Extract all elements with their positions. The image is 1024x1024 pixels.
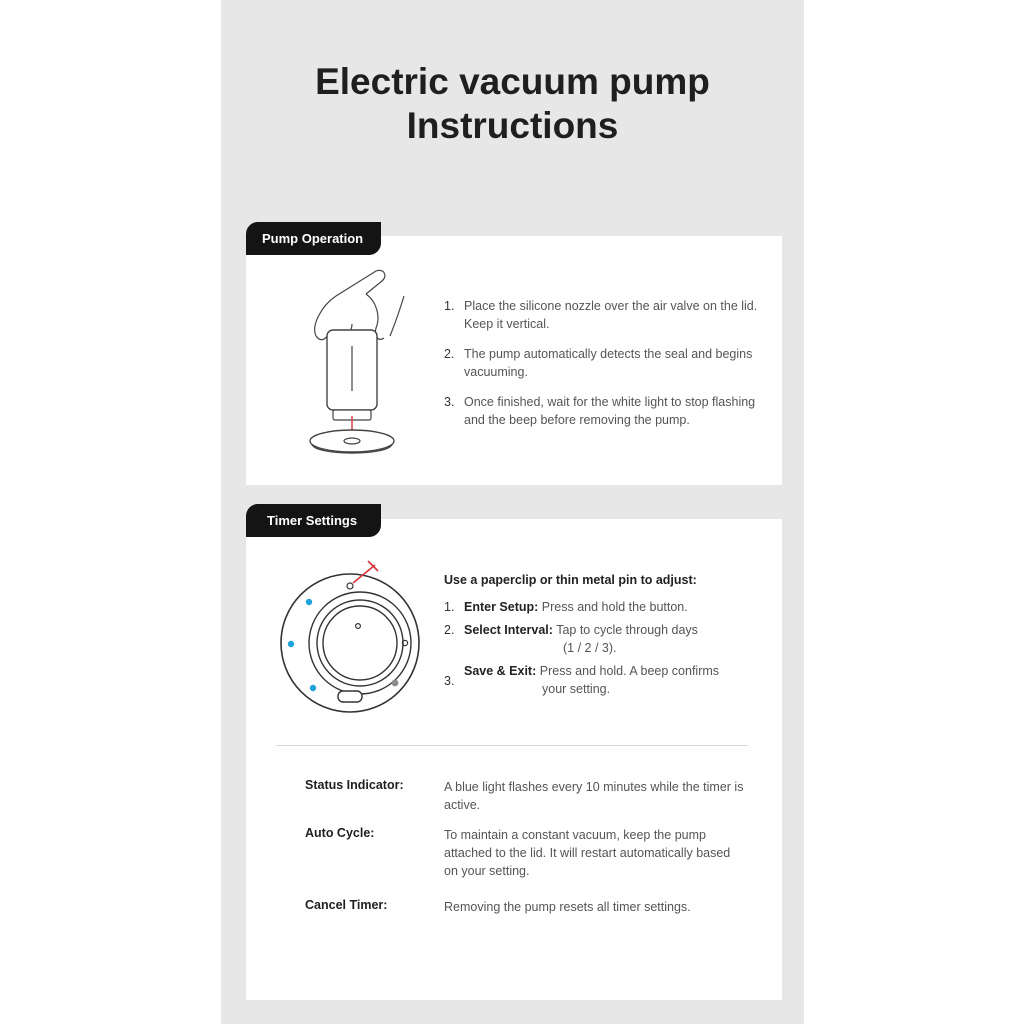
detail-text: Removing the pump resets all timer settings. xyxy=(444,900,691,914)
detail-label: Auto Cycle: xyxy=(305,826,375,840)
step-number: 2. xyxy=(444,347,455,361)
page-title xyxy=(221,60,804,148)
step-label: Select Interval: xyxy=(464,623,553,637)
pump-operation-tab: Pump Operation xyxy=(246,222,381,255)
instruction-sheet xyxy=(221,0,804,1024)
step-number: 2. xyxy=(444,623,455,637)
timer-steps xyxy=(444,598,764,703)
timer-settings-tab: Timer Settings xyxy=(246,504,381,537)
step-text: Once finished, wait for the white light to stop flashing and the beep before removing the pump. xyxy=(464,395,756,427)
list-item xyxy=(444,393,764,429)
list-item xyxy=(444,598,764,616)
list-item xyxy=(444,621,764,657)
step-text: Place the silicone nozzle over the air valve on the lid. Keep it vertical. xyxy=(464,299,758,331)
detail-label: Cancel Timer: xyxy=(305,898,388,912)
title-line-1: Electric vacuum pump xyxy=(315,61,710,102)
step-text: Press and hold. A beep confirms xyxy=(539,664,720,678)
step-text: Tap to cycle through days xyxy=(556,623,698,637)
divider xyxy=(276,745,748,746)
pump-operation-steps xyxy=(444,297,764,441)
timer-settings-card xyxy=(246,519,782,1000)
step-label: Save & Exit: xyxy=(464,664,537,678)
step-number: 1. xyxy=(444,299,455,313)
pump-base-dial-icon xyxy=(280,559,430,709)
list-item xyxy=(444,662,764,698)
list-item xyxy=(444,297,764,333)
step-number: 1. xyxy=(444,600,455,614)
list-item xyxy=(444,345,764,381)
hand-pump-on-lid-icon xyxy=(306,266,416,466)
step-number: 3. xyxy=(444,395,455,409)
detail-text: To maintain a constant vacuum, keep the pump attached to the lid. It will restart automatically based on your setting. xyxy=(444,828,731,878)
detail-label: Status Indicator: xyxy=(305,778,404,792)
step-text-continued: your setting. xyxy=(542,682,611,696)
step-text-continued: (1 / 2 / 3). xyxy=(563,641,617,655)
step-label: Enter Setup: xyxy=(464,600,539,614)
timer-intro: Use a paperclip or thin metal pin to adjust: xyxy=(444,573,697,587)
detail-text: A blue light flashes every 10 minutes while the timer is active. xyxy=(444,780,744,812)
step-text: The pump automatically detects the seal and begins vacuuming. xyxy=(464,347,753,379)
step-number: 3. xyxy=(444,674,455,688)
pump-operation-card xyxy=(246,236,782,485)
step-text: Press and hold the button. xyxy=(541,600,688,614)
title-line-2: Instructions xyxy=(406,105,619,146)
